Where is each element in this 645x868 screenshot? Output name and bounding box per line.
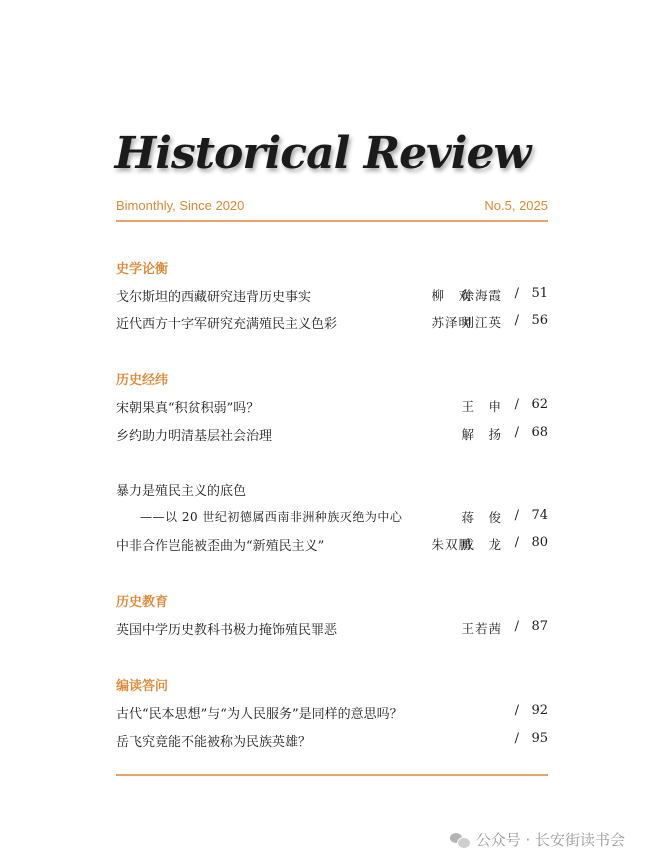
- entry-page: 62: [531, 397, 548, 412]
- entry-title: 近代西方十字军研究充满殖民主义色彩: [116, 317, 338, 332]
- toc-entry[interactable]: [116, 480, 548, 500]
- entry-page: 74: [531, 508, 548, 523]
- entry-title: 英国中学历史教科书极力掩饰殖民罪恶: [116, 623, 338, 638]
- entry-title: 中非合作岂能被歪曲为“新殖民主义”: [116, 539, 325, 554]
- section-title-lishi-jingwei: 历史经纬: [116, 373, 169, 388]
- journal-frequency: Bimonthly, Since 2020: [116, 198, 245, 213]
- section-title-shixue-lunheng: 史学论衡: [116, 262, 169, 277]
- toc-entry[interactable]: [116, 425, 548, 445]
- watermark-text: 公众号 · 长安街读书会: [475, 831, 625, 849]
- entry-title: 岳飞究竟能不能被称为民族英雄？: [116, 735, 312, 750]
- toc-entry[interactable]: [116, 397, 548, 417]
- watermark: [450, 829, 625, 850]
- toc-entry[interactable]: [116, 619, 548, 639]
- journal-title: Historical Review: [114, 128, 531, 179]
- entry-author: 柳 欢: [431, 288, 472, 303]
- section-title-lishi-jiaoyu: 历史教育: [116, 595, 169, 610]
- journal-issue: No.5, 2025: [484, 198, 548, 213]
- entry-title: 暴力是殖民主义的底色: [116, 484, 247, 499]
- entry-page: 87: [531, 619, 548, 634]
- entry-author: 成 龙: [461, 537, 502, 552]
- entry-title: 古代“民本思想”与“为人民服务”是同样的意思吗？: [116, 707, 403, 722]
- entry-page: 56: [531, 313, 548, 328]
- entry-title: 戈尔斯坦的西藏研究违背历史事实: [116, 290, 312, 305]
- toc-entry[interactable]: [116, 286, 548, 306]
- entry-author: 解 扬: [461, 427, 502, 442]
- entry-page: 80: [531, 535, 548, 550]
- entry-author: 刘江英: [461, 315, 502, 330]
- toc-entry[interactable]: [116, 703, 548, 723]
- entry-slash: /: [514, 619, 519, 634]
- header-divider: [116, 220, 548, 222]
- entry-author: 朱双鹏: [431, 537, 472, 552]
- entry-page: 68: [531, 425, 548, 440]
- toc-entry[interactable]: [116, 535, 548, 555]
- entry-title: 宋朝果真“积贫积弱”吗？: [116, 401, 260, 416]
- wechat-icon: [450, 832, 470, 848]
- section-title-biandu-dawen: 编读答问: [116, 679, 169, 694]
- entry-title: 乡约助力明清基层社会治理: [116, 429, 273, 444]
- entry-slash: /: [514, 731, 519, 746]
- entry-subtitle: ——以 20 世纪初德属西南非洲种族灭绝为中心: [140, 510, 403, 524]
- toc-entry[interactable]: [116, 508, 548, 528]
- toc-entry[interactable]: [116, 313, 548, 333]
- footer-divider: [116, 774, 548, 776]
- entry-author: 王若茜: [461, 621, 502, 636]
- entry-page: 51: [531, 286, 548, 301]
- entry-author: 王 申: [461, 399, 502, 414]
- entry-author: 苏泽明: [431, 315, 472, 330]
- entry-page: 95: [531, 731, 548, 746]
- entry-slash: /: [514, 703, 519, 718]
- entry-slash: /: [514, 508, 519, 523]
- entry-slash: /: [514, 535, 519, 550]
- entry-slash: /: [514, 286, 519, 301]
- entry-slash: /: [514, 313, 519, 328]
- entry-slash: /: [514, 397, 519, 412]
- toc-entry[interactable]: [116, 731, 548, 751]
- entry-author: 徐海霞: [461, 288, 502, 303]
- entry-author: 蒋 俊: [461, 510, 502, 525]
- entry-page: 92: [531, 703, 548, 718]
- entry-slash: /: [514, 425, 519, 440]
